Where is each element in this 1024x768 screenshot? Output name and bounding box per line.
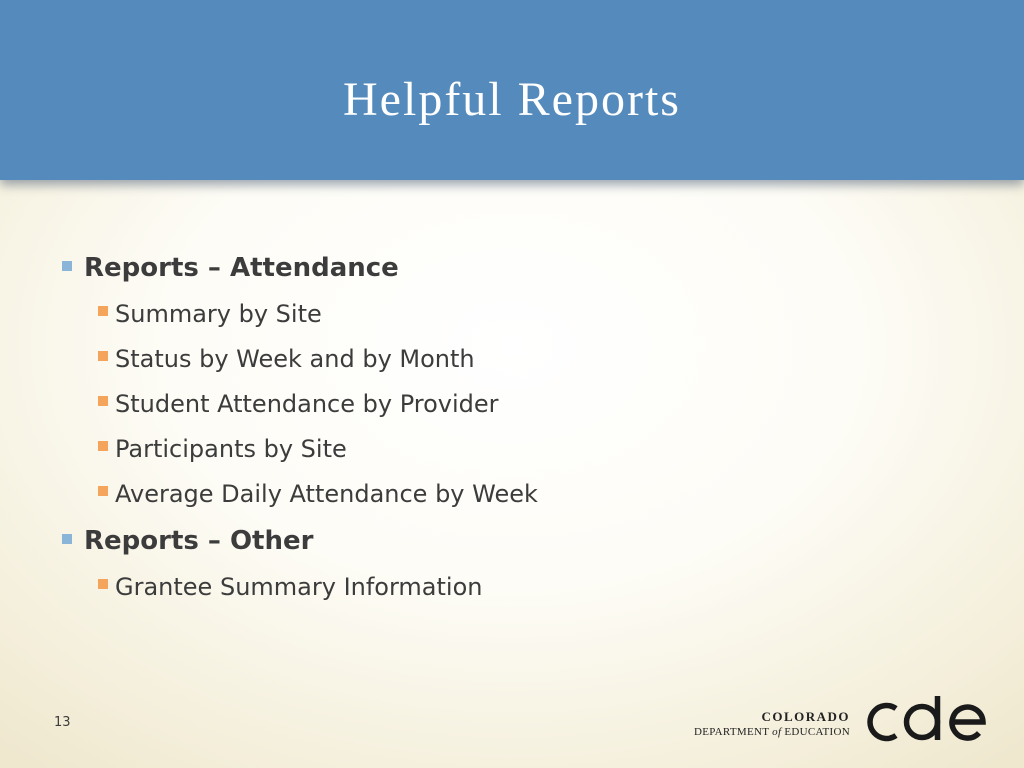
title-bar	[0, 0, 1024, 180]
sub-bullet-item	[60, 337, 960, 382]
square-bullet-icon	[62, 534, 72, 544]
bullet-text: Reports – Attendance	[84, 253, 399, 283]
sub-bullet-text: Grantee Summary Information	[115, 573, 483, 601]
square-bullet-icon	[98, 396, 108, 406]
logo-line-department	[694, 725, 850, 739]
bullet-item	[60, 248, 960, 288]
sub-bullet-item	[60, 382, 960, 427]
square-bullet-icon	[62, 261, 72, 271]
bullet-text: Reports – Other	[84, 526, 314, 556]
logo-line-colorado: COLORADO	[761, 709, 850, 724]
cde-logo-icon	[860, 692, 988, 748]
sub-bullet-text: Participants by Site	[115, 435, 347, 463]
square-bullet-icon	[98, 486, 108, 496]
square-bullet-icon	[98, 306, 108, 316]
logo-edu-text: EDUCATION	[781, 726, 850, 738]
logo-of-text: of	[772, 726, 782, 738]
bullet-list	[60, 248, 960, 610]
sub-bullet-text: Average Daily Attendance by Week	[115, 480, 538, 508]
logo-dept-text: DEPARTMENT	[694, 726, 773, 738]
sub-bullet-text: Status by Week and by Month	[115, 345, 475, 373]
page-number: 13	[54, 715, 71, 730]
square-bullet-icon	[98, 441, 108, 451]
sub-bullet-item	[60, 472, 960, 517]
sub-bullet-item	[60, 292, 960, 337]
sub-bullet-text: Student Attendance by Provider	[115, 390, 499, 418]
slide-title: Helpful Reports	[343, 73, 681, 126]
square-bullet-icon	[98, 351, 108, 361]
sub-bullet-item	[60, 565, 960, 610]
square-bullet-icon	[98, 579, 108, 589]
sub-bullet-text: Summary by Site	[115, 300, 322, 328]
cde-logo	[690, 692, 990, 748]
sub-bullet-item	[60, 427, 960, 472]
logo-wordmark	[694, 709, 850, 739]
bullet-item	[60, 521, 960, 561]
